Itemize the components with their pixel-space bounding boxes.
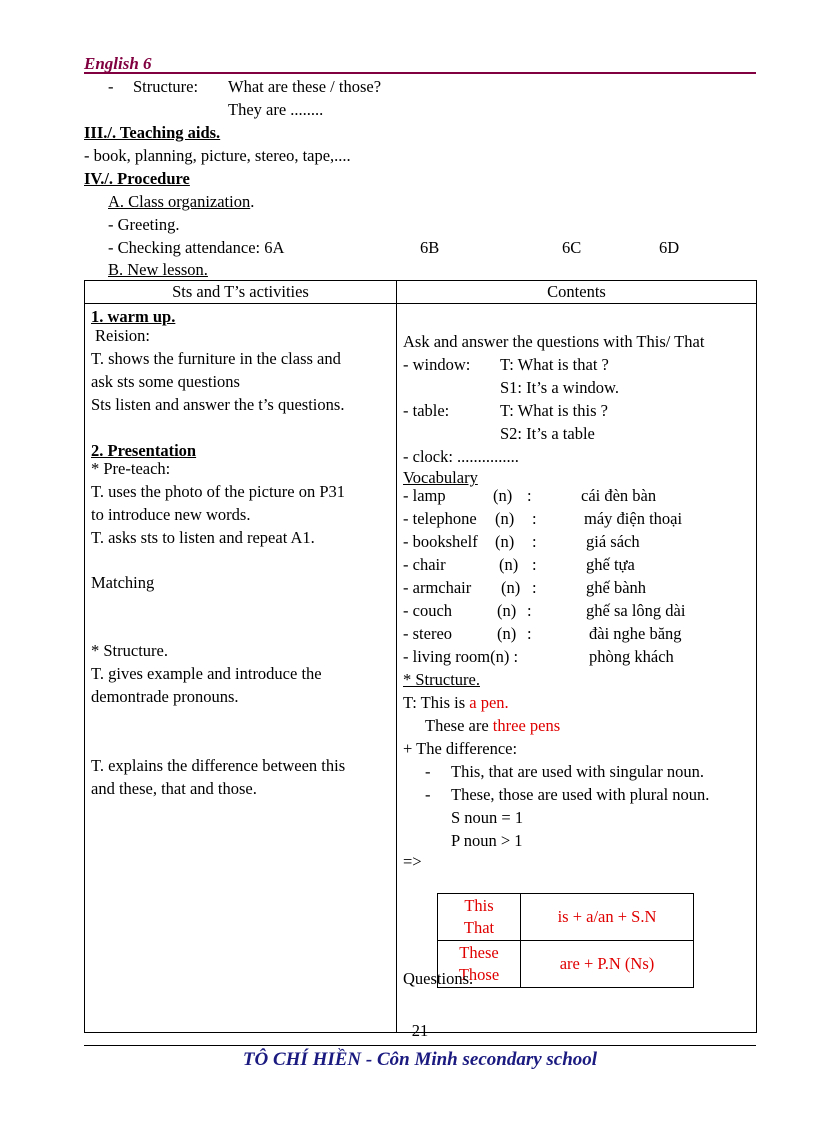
vocab-word: - telephone [403, 509, 477, 528]
table-label: - table: [403, 401, 450, 420]
teaching-aids-text: - book, planning, picture, stereo, tape,.... [84, 146, 351, 165]
pre-teach: * Pre-teach: [91, 459, 171, 478]
vocab-colon: : [527, 624, 532, 643]
grid-this-that [438, 894, 521, 941]
vocab-word: - living room(n) : [403, 647, 519, 666]
class-organization-dot: . [250, 192, 255, 211]
questions: Questions. [403, 969, 474, 988]
pronoun-grid [437, 893, 694, 988]
three-pens-text: three pens [492, 716, 561, 735]
bullet: - [425, 785, 431, 804]
clock-label: - clock: ............... [403, 447, 519, 466]
shows-line-2: ask sts some questions [91, 372, 240, 391]
vocab-colon: : [532, 532, 537, 551]
vocab-pos: (n) [501, 578, 521, 597]
greeting: - Greeting. [108, 215, 180, 234]
class-organization [108, 192, 254, 212]
structure-label: Structure: [133, 77, 199, 96]
vocab-word: - stereo [403, 624, 453, 643]
grid-these: These [459, 943, 499, 962]
this-is-text: T: This is [403, 693, 466, 712]
explains-line-2: and these, that and those. [91, 779, 257, 798]
structure-heading-right: * Structure. [403, 670, 480, 689]
footer-rule [84, 1045, 756, 1046]
header-rule [84, 72, 756, 74]
vocab-word: - couch [403, 601, 453, 620]
vocab-word: - bookshelf [403, 532, 478, 551]
vocab-colon: : [527, 601, 532, 620]
difference-singular: This, that are used with singular noun. [451, 762, 704, 781]
contents-cell [397, 304, 757, 1033]
vocab-meaning: ghế tựa [586, 555, 635, 574]
plural-noun-rule: P noun > 1 [451, 831, 523, 850]
page-number: 21 [411, 1021, 429, 1040]
structure-answer: They are ........ [228, 100, 324, 119]
col-header-contents: Contents [397, 281, 757, 304]
a-pen-text: a pen. [469, 693, 509, 712]
vocab-pos: (n) [499, 555, 519, 574]
vocab-pos: (n) [493, 486, 513, 505]
gives-line-2: demontrade pronouns. [91, 687, 239, 706]
grid-singular-rule: is + a/an + S.N [521, 894, 694, 941]
s2-answer: S2: It’s a table [500, 424, 595, 443]
vocab-word: - armchair [403, 578, 472, 597]
grid-plural-rule: are + P.N (Ns) [521, 941, 694, 988]
col-header-activities: Sts and T’s activities [85, 281, 397, 304]
vocab-meaning: đài nghe băng [589, 624, 682, 643]
vocab-pos: (n) [497, 624, 517, 643]
explains-line-1: T. explains the difference between this [91, 756, 346, 775]
presentation-title: 2. Presentation [91, 441, 197, 460]
vocab-colon: : [532, 509, 537, 528]
difference-title: + The difference: [403, 739, 518, 758]
attendance: - Checking attendance: 6A [108, 238, 285, 257]
vocab-meaning: máy điện thoại [584, 509, 683, 528]
vocabulary-title: Vocabulary [403, 468, 478, 487]
window-label: - window: [403, 355, 471, 374]
page-header-title: English 6 [84, 54, 152, 73]
vocab-meaning: cái đèn bàn [581, 486, 657, 505]
vocab-meaning: giá sách [586, 532, 640, 551]
vocab-meaning: ghế sa lông dài [586, 601, 686, 620]
gives-line-1: T. gives example and introduce the [91, 664, 322, 683]
bullet: - [425, 762, 431, 781]
vocab-colon: : [532, 578, 537, 597]
students-listen: Sts listen and answer the t’s questions. [91, 395, 345, 414]
asks-repeat: T. asks sts to listen and repeat A1. [91, 528, 315, 547]
class-6d: 6D [659, 238, 680, 257]
vocab-word: - chair [403, 555, 446, 574]
uses-line-2: to introduce new words. [91, 505, 251, 524]
vocab-meaning: phòng khách [589, 647, 674, 666]
grid-that: That [463, 918, 495, 937]
vocab-pos: (n) [497, 601, 517, 620]
vocab-pos: (n) [495, 509, 515, 528]
vocab-pos: (n) [495, 532, 515, 551]
matching: Matching [91, 573, 155, 592]
class-organization-label: A. Class organization [108, 192, 251, 211]
shows-line-1: T. shows the furniture in the class and [91, 349, 341, 368]
vocab-colon: : [527, 486, 532, 505]
structure-question: What are these / those? [228, 77, 382, 96]
arrow: => [403, 852, 422, 871]
activities-cell [85, 304, 397, 1033]
class-6c: 6C [562, 238, 582, 257]
ask-answer: Ask and answer the questions with This/ That [403, 332, 705, 351]
these-are-three-pens [425, 716, 560, 736]
section-teaching-aids-title: III./. Teaching aids. [84, 123, 221, 142]
s1-answer: S1: It’s a window. [500, 378, 620, 397]
grid-those: Those [458, 965, 500, 984]
revision: Reision: [95, 326, 151, 345]
this-is-a-pen [403, 693, 509, 713]
structure-heading-left: * Structure. [91, 641, 168, 660]
new-lesson: B. New lesson. [108, 260, 208, 279]
grid-this: This [464, 896, 494, 915]
footer-text: TÔ CHÍ HIỀN - Côn Minh secondary school [242, 1049, 598, 1070]
uses-line-1: T. uses the photo of the picture on P31 [91, 482, 346, 501]
vocab-word: - lamp [403, 486, 446, 505]
t-what-is-this: T: What is this ? [500, 401, 608, 420]
warm-up-title: 1. warm up. [91, 307, 176, 326]
lesson-table [84, 280, 757, 1033]
these-are-text: These are [425, 716, 489, 735]
t-what-is-that: T: What is that ? [500, 355, 609, 374]
vocab-colon: : [532, 555, 537, 574]
bullet: - [108, 77, 114, 96]
class-6b: 6B [420, 238, 440, 257]
difference-plural: These, those are used with plural noun. [451, 785, 710, 804]
singular-noun-rule: S noun = 1 [451, 808, 524, 827]
vocab-meaning: ghế bành [586, 578, 647, 597]
section-procedure-title: IV./. Procedure [84, 169, 190, 188]
